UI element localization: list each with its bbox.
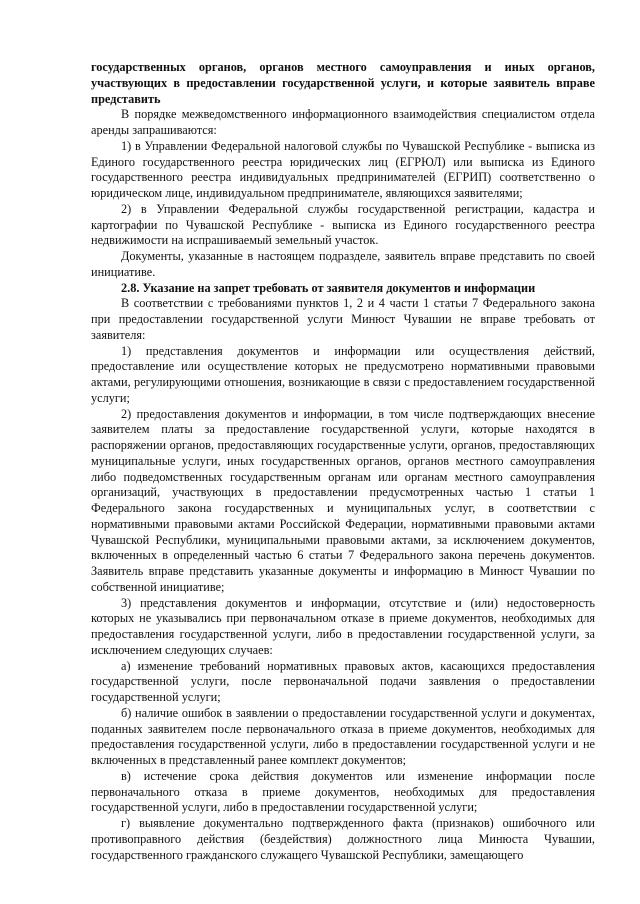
paragraph: В соответствии с требованиями пунктов 1, 2 и 4 части 1 статьи 7 Федерального закона при предоставлении государственной услуги Минюст Чувашии не вправе требовать от заявителя: xyxy=(91,296,595,342)
paragraph: В порядке межведомственного информационного взаимодействия специалистом отдела аренды запрашиваются: xyxy=(91,107,595,137)
paragraph: 1) представления документов и информации или осуществления действий, предоставление или осуществление которых не предусмотрено нормативными правовыми актами, регулирующими отношения, возникающие в связи с предоставлением государственной услуги; xyxy=(91,343,595,405)
paragraph: 3) представления документов и информации, отсутствие и (или) недостоверность которых не указывались при первоначальном отказе в приеме документов, необходимых для предоставления государственной услуги, либо в предоставлении государственной услуги, за исключением следующих случаев: xyxy=(91,595,595,657)
paragraph: в) истечение срока действия документов или изменение информации после первоначального отказа в приеме документов, необходимых для предоставления государственной услуги, либо в предоставлении государственной услуги; xyxy=(91,768,595,815)
document-page xyxy=(91,60,595,863)
paragraph: 2) предоставления документов и информации, в том числе подтверждающих внесение заявителем платы за предоставление государственной услуги, которые находятся в распоряжении органов, предоставляющих государственные услуги, органов, предоставляющих муниципальные услуги, иных государственных органов, органов местного самоуправления либо подведомственных государственным органам или органам местного самоуправления организаций, участвующих в предоставлении предусмотренных частью 1 статьи 1 Федерального закона государственных и муниципальных услуг, в соответствии с нормативными правовыми актами Российской Федерации, нормативными правовыми актами Чувашской Республики, муниципальными правовыми актами, за исключением документов, включенных в определенный частью 6 статьи 7 Федерального закона перечень документов. Заявитель вправе представить указанные документы и информацию в Минюст Чувашии по собственной инициативе; xyxy=(91,406,595,594)
paragraph: 1) в Управлении Федеральной налоговой службы по Чувашской Республике - выписка из Единого государственного реестра юридических лиц (ЕГРЮЛ) или выписка из Единого государственного реестра индивидуальных предпринимателей (ЕГРИП) соответственно о юридическом лице, индивидуальном предпринимателе, являющихся заявителями; xyxy=(91,138,595,200)
paragraph: а) изменение требований нормативных правовых актов, касающихся предоставления государственной услуги, после первоначальной подачи заявления о предоставлении государственной услуги; xyxy=(91,658,595,704)
section-heading-continuation: государственных органов, органов местного самоуправления и иных органов, участвующих в предоставлении государственной услуги, и которые заявитель вправе представить xyxy=(91,60,595,106)
section-heading-2-8: 2.8. Указание на запрет требовать от заявителя документов и информации xyxy=(121,280,536,295)
paragraph: Документы, указанные в настоящем подразделе, заявитель вправе представить по своей инициативе. xyxy=(91,249,595,279)
paragraph: 2) в Управлении Федеральной службы государственной регистрации, кадастра и картографии по Чувашской Республике - выписка из Единого государственного реестра недвижимости на испрашиваемый земельный участок. xyxy=(91,201,595,248)
paragraph: б) наличие ошибок в заявлении о предоставлении государственной услуги и документах, поданных заявителем после первоначального отказа в приеме документов, необходимых для предоставления государственной услуги, либо в предоставлении государственной услуги и не включенных в представленный ранее комплект документов; xyxy=(91,705,595,767)
paragraph: г) выявление документально подтвержденного факта (признаков) ошибочного или противоправного действия (бездействия) должностного лица Минюста Чувашии, государственного гражданского служащего Чувашской Республики, замещающего xyxy=(91,816,595,862)
